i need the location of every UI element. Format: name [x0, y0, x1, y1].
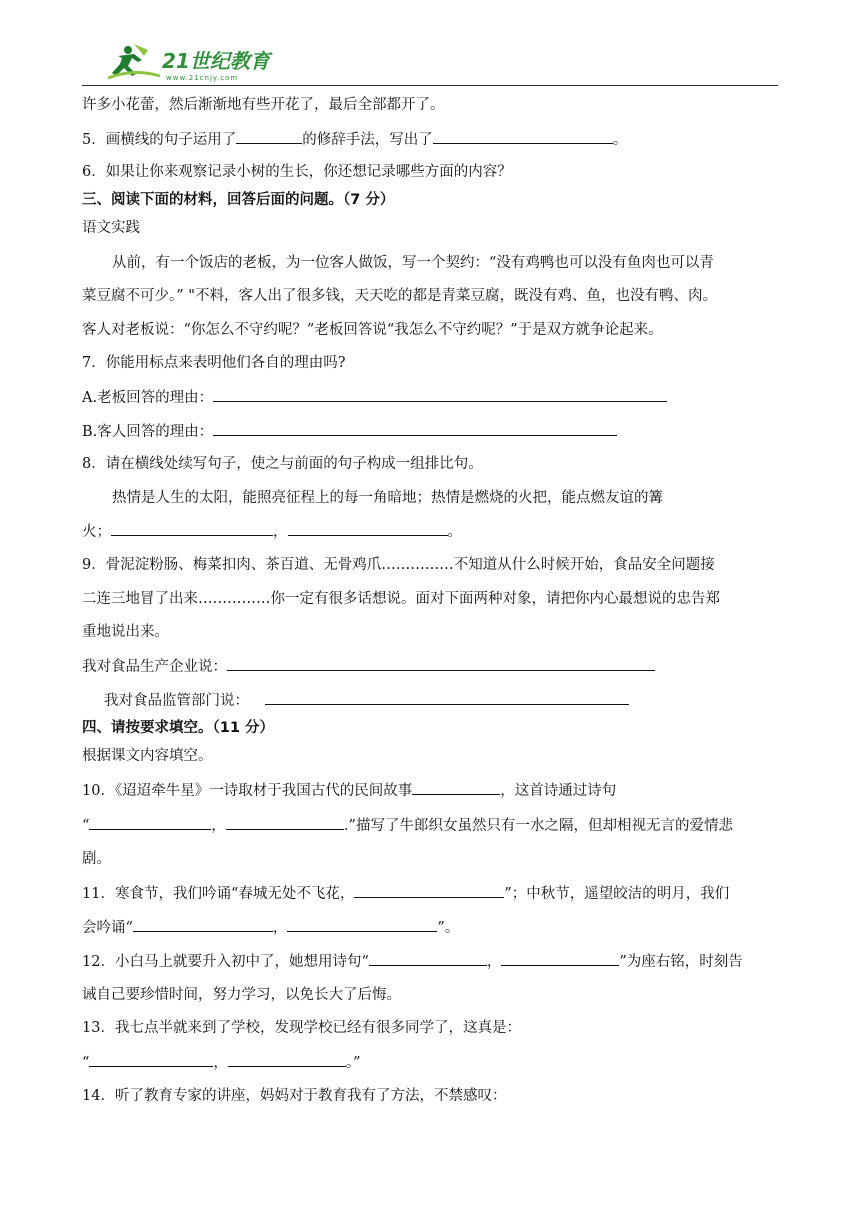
q10-mid: ，这首诗通过诗句	[500, 783, 617, 799]
q11-blank-3[interactable]	[287, 917, 437, 932]
q9-blank-2[interactable]	[265, 690, 629, 705]
q8-blank-1[interactable]	[111, 521, 273, 536]
question-9-line: 重地说出来。	[82, 624, 169, 640]
q9-blank-1[interactable]	[227, 656, 655, 671]
q10-line-3: 剧。	[82, 851, 111, 867]
q11-start: 会吟诵“	[82, 920, 133, 936]
passage-line: 客人对老板说：“你怎么不守约呢？”老板回答说“我怎么不守约呢？”于是双方就争论起来。	[82, 322, 663, 338]
page-header	[82, 40, 778, 86]
question-10	[82, 780, 616, 801]
question-7: 7．你能用标点来表明他们各自的理由吗?	[82, 355, 346, 371]
q10-blank-3[interactable]	[226, 815, 344, 830]
q5-blank-2[interactable]	[433, 129, 613, 144]
section-4-intro: 根据课文内容填空。	[82, 748, 213, 764]
section-4-heading: 四、请按要求填空。（11 分）	[82, 720, 274, 736]
q9-label-2: 我对食品监管部门说：	[104, 693, 249, 709]
text-line: 许多小花蕾，然后渐渐地有些开花了，最后全部都开了。	[82, 97, 445, 113]
q5-end: 。	[612, 132, 628, 148]
q5-prompt: 5．画横线的句子运用了	[82, 132, 237, 148]
q8-start: 火；	[82, 524, 111, 540]
logo-url: www.21cnjy.com	[166, 74, 239, 82]
q7-b-blank[interactable]	[213, 421, 617, 436]
question-8: 8．请在横线处续写句子，使之与前面的句子构成一组排比句。	[82, 456, 483, 472]
q5-blank-1[interactable]	[236, 129, 302, 144]
passage-title: 语文实践	[82, 220, 140, 236]
q12-end: ”为座右铭，时刻告	[619, 954, 743, 970]
q10-blank-1[interactable]	[412, 780, 500, 795]
q8-answer	[82, 521, 462, 542]
question-11	[82, 883, 729, 904]
section-3-heading: 三、阅读下面的材料，回答后面的问题。（7 分）	[82, 192, 395, 208]
q7-b-label: B.客人回答的理由：	[82, 424, 214, 440]
logo-text: 21世纪教育	[162, 49, 270, 73]
q8-comma: ，	[273, 524, 288, 540]
q5-mid: 的修辞手法，写出了	[302, 132, 433, 148]
header-divider	[82, 85, 778, 86]
q7-a-blank[interactable]	[213, 387, 667, 402]
q7-a-label: A.老板回答的理由：	[82, 390, 214, 406]
q12-prompt: 12．小白马上就要升入初中了，她想用诗句“	[82, 954, 369, 970]
q7-answer-b	[82, 421, 617, 442]
q13-end: 。”	[345, 1055, 361, 1071]
passage-line: 从前，有一个饭店的老板，为一位客人做饭，写一个契约：“没有鸡鸭也可以没有鱼肉也可以青	[112, 255, 714, 271]
q9-label-1: 我对食品生产企业说：	[82, 659, 227, 675]
question-9-line: 二连三地冒了出来……………你一定有很多话想说。面对下面两种对象，请把你内心最想说的忠告郑	[82, 591, 720, 607]
question-5	[82, 129, 627, 150]
q13-blank-2[interactable]	[228, 1052, 346, 1067]
runner-icon	[108, 44, 160, 78]
q12-comma: ，	[486, 954, 502, 970]
q10-end: .”描写了牛郎织女虽然只有一水之隔，但却相视无言的爱情悲	[343, 818, 733, 834]
question-13: 13．我七点半就来到了学校，发现学校已经有很多同学了，这真是：	[82, 1020, 521, 1036]
q11-blank-2[interactable]	[133, 917, 273, 932]
q11-end: ”。	[437, 920, 460, 936]
q8-sentence: 热情是人生的太阳，能照亮征程上的每一角暗地；热情是燃烧的火把，能点燃友谊的篝	[112, 490, 663, 506]
passage-line: 菜豆腐不可少。” "不料，客人出了很多钱，天天吃的都是青菜豆腐，既没有鸡、鱼，也没有鸭、肉。	[82, 288, 717, 304]
q9-answer-1	[82, 656, 655, 677]
q10-blank-2[interactable]	[89, 815, 211, 830]
q8-end: 。	[447, 524, 462, 540]
question-14: 14．听了教育专家的讲座，妈妈对于教育我有了方法，不禁感叹：	[82, 1088, 507, 1104]
q11-prompt: 11．寒食节，我们吟诵“春城无处不飞花，	[82, 886, 355, 902]
q10-prompt: 10．《迢迢牵牛星》一诗取材于我国古代的民间故事	[82, 783, 413, 799]
question-9: 9．骨泥淀粉肠、梅菜扣肉、茶百道、无骨鸡爪……………不知道从什么时候开始，食品安全问题接	[82, 557, 715, 573]
q8-blank-2[interactable]	[288, 521, 448, 536]
site-logo	[104, 42, 304, 84]
q11-mid: ”；中秋节，遥望皎洁的明月，我们	[504, 886, 730, 902]
q12-line-2: 诫自己要珍惜时间，努力学习，以免长大了后悔。	[82, 987, 401, 1003]
q7-answer-a	[82, 387, 667, 408]
q10-line-2	[82, 815, 733, 836]
q11-blank-1[interactable]	[354, 883, 504, 898]
q11-comma: ，	[272, 920, 288, 936]
q13-comma: ，	[213, 1055, 228, 1071]
question-6: 6．如果让你来观察记录小树的生长，你还想记录哪些方面的内容？	[82, 164, 512, 180]
question-12	[82, 951, 743, 972]
q9-answer-2	[104, 690, 629, 711]
q12-blank-1[interactable]	[369, 951, 487, 966]
q10-open-quote: “	[82, 818, 90, 834]
q13-line-2	[82, 1052, 361, 1073]
q13-open-quote: “	[82, 1055, 90, 1071]
q12-blank-2[interactable]	[501, 951, 619, 966]
q10-comma: ，	[211, 818, 226, 834]
q11-line-2	[82, 917, 459, 938]
q13-blank-1[interactable]	[89, 1052, 213, 1067]
